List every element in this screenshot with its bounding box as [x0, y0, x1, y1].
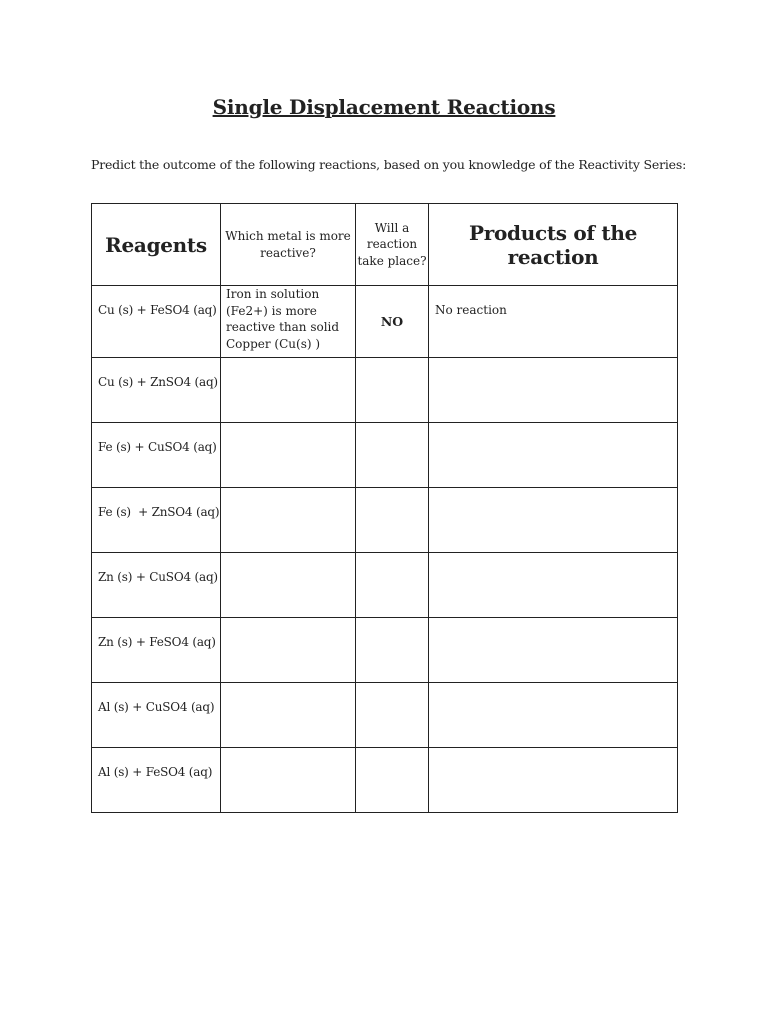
products-cell[interactable] [429, 683, 678, 748]
will-react-cell[interactable] [356, 358, 429, 423]
header-which-metal: Which metal is more reactive? [221, 204, 356, 286]
table-row [92, 488, 678, 553]
which-metal-cell[interactable] [221, 683, 356, 748]
table-row [92, 748, 678, 813]
table-header-row [92, 204, 678, 286]
products-cell[interactable] [429, 488, 678, 553]
will-react-cell[interactable] [356, 423, 429, 488]
reactions-table [91, 203, 678, 813]
reagents-cell: Al (s) + FeSO4 (aq) [92, 748, 221, 813]
will-react-cell[interactable] [356, 618, 429, 683]
reagents-cell: Cu (s) + FeSO4 (aq) [92, 286, 221, 358]
which-metal-cell[interactable] [221, 618, 356, 683]
reagents-cell: Fe (s) + ZnSO4 (aq) [92, 488, 221, 553]
table-row [92, 618, 678, 683]
products-cell[interactable] [429, 553, 678, 618]
table-row [92, 683, 678, 748]
header-will-react: Will a reaction take place? [356, 204, 429, 286]
which-metal-cell[interactable] [221, 488, 356, 553]
products-cell[interactable] [429, 618, 678, 683]
reagents-cell: Al (s) + CuSO4 (aq) [92, 683, 221, 748]
instructions-text: Predict the outcome of the following reactions, based on you knowledge of the Reactivity Series: [91, 157, 687, 172]
products-cell[interactable] [429, 358, 678, 423]
will-react-cell[interactable]: NO [356, 286, 429, 358]
reagents-cell: Zn (s) + FeSO4 (aq) [92, 618, 221, 683]
which-metal-cell[interactable] [221, 358, 356, 423]
page-title: Single Displacement Reactions [212, 95, 556, 119]
which-metal-cell[interactable] [221, 423, 356, 488]
products-cell[interactable]: No reaction [429, 286, 678, 358]
header-products: Products of the reaction [429, 204, 678, 286]
will-react-cell[interactable] [356, 553, 429, 618]
products-cell[interactable] [429, 748, 678, 813]
table-row [92, 553, 678, 618]
which-metal-cell[interactable] [221, 553, 356, 618]
reagents-cell: Zn (s) + CuSO4 (aq) [92, 553, 221, 618]
reagents-cell: Fe (s) + CuSO4 (aq) [92, 423, 221, 488]
table-row [92, 423, 678, 488]
which-metal-cell[interactable]: Iron in solution (Fe2+) is more reactive than solid Copper (Cu(s) ) [221, 286, 356, 358]
table-row [92, 286, 678, 358]
header-reagents: Reagents [92, 204, 221, 286]
which-metal-cell[interactable] [221, 748, 356, 813]
will-react-cell[interactable] [356, 488, 429, 553]
products-cell[interactable] [429, 423, 678, 488]
will-react-cell[interactable] [356, 748, 429, 813]
reagents-cell: Cu (s) + ZnSO4 (aq) [92, 358, 221, 423]
table-row [92, 358, 678, 423]
will-react-cell[interactable] [356, 683, 429, 748]
